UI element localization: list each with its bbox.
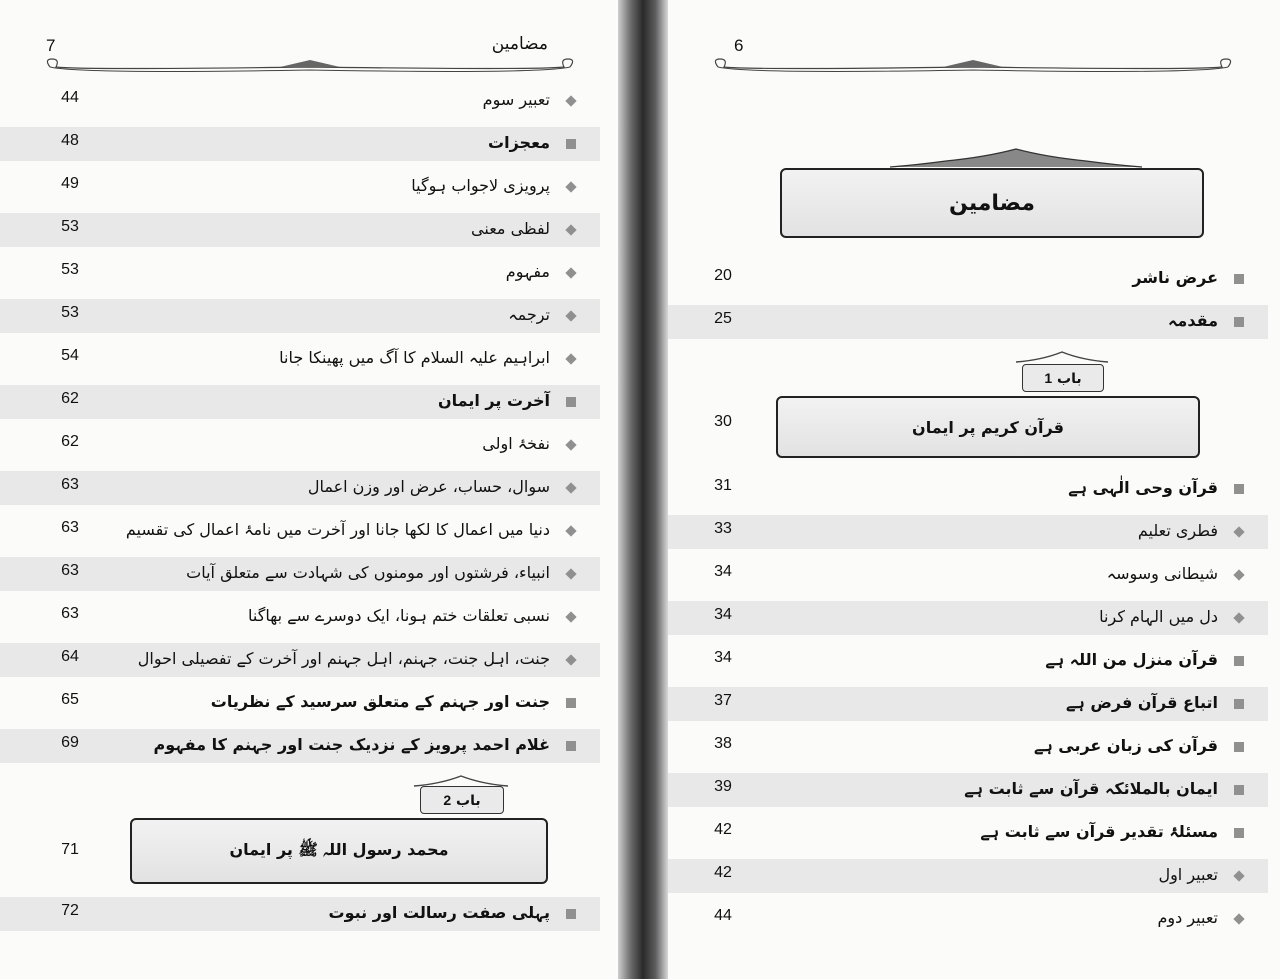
chapter-label: باب bbox=[1057, 371, 1082, 387]
toc-row bbox=[668, 262, 1268, 296]
diamond-bullet-icon bbox=[1233, 526, 1244, 537]
toc-row bbox=[0, 471, 600, 505]
diamond-bullet-icon bbox=[565, 525, 576, 536]
toc-row bbox=[668, 816, 1268, 850]
diamond-bullet-icon bbox=[565, 353, 576, 364]
toc-entry-text: انبیاء، فرشتوں اور مومنوں کی شہادت سے متعلق آیات bbox=[186, 563, 550, 582]
toc-page-number: 53 bbox=[61, 304, 79, 321]
toc-entry-text: مقدمہ bbox=[1168, 311, 1218, 330]
toc-page-number: 62 bbox=[61, 433, 79, 450]
page-number: 7 bbox=[46, 36, 56, 55]
toc-page-number: 34 bbox=[714, 649, 732, 666]
toc-page-number: 25 bbox=[714, 310, 732, 327]
diamond-bullet-icon bbox=[1233, 569, 1244, 580]
header-ornament bbox=[708, 56, 1238, 78]
toc-row bbox=[0, 600, 600, 634]
toc-entry-text: پہلی صفت رسالت اور نبوت bbox=[328, 903, 550, 922]
toc-row bbox=[0, 170, 600, 204]
toc-entry-text: غلام احمد پرویز کے نزدیک جنت اور جہنم کا مفہوم bbox=[153, 735, 550, 754]
toc-page-number: 69 bbox=[61, 734, 79, 751]
toc-row bbox=[0, 514, 600, 548]
diamond-bullet-icon bbox=[565, 482, 576, 493]
toc-page-number: 33 bbox=[714, 520, 732, 537]
diamond-bullet-icon bbox=[565, 181, 576, 192]
toc-entry-text: عرض ناشر bbox=[1132, 268, 1218, 287]
chapter-tab-ornament bbox=[1012, 350, 1112, 364]
chapter-tab-ornament bbox=[410, 774, 512, 788]
toc-entry-text: ابراہیم علیہ السلام کا آگ میں پھینکا جانا bbox=[279, 348, 550, 367]
contents-title-box bbox=[780, 168, 1204, 238]
toc-page-number: 54 bbox=[61, 347, 79, 364]
chapter-page-number: 30 bbox=[714, 413, 732, 430]
square-bullet-icon bbox=[1234, 742, 1244, 752]
toc-entry-text: نفخۂ اولی bbox=[482, 434, 550, 453]
toc-row bbox=[668, 773, 1268, 807]
toc-entry-text: سوال، حساب، عرض اور وزن اعمال bbox=[307, 477, 550, 496]
chapter-label-tab bbox=[1022, 364, 1104, 392]
square-bullet-icon bbox=[566, 139, 576, 149]
square-bullet-icon bbox=[566, 397, 576, 407]
toc-entry-text: جنت اور جہنم کے متعلق سرسید کے نظریات bbox=[210, 692, 550, 711]
toc-row bbox=[0, 127, 600, 161]
chapter-number: 1 bbox=[1044, 370, 1053, 386]
toc-row bbox=[668, 515, 1268, 549]
square-bullet-icon bbox=[566, 698, 576, 708]
chapter-title: قرآن کریم پر ایمان bbox=[912, 417, 1064, 437]
diamond-bullet-icon bbox=[565, 95, 576, 106]
diamond-bullet-icon bbox=[565, 439, 576, 450]
toc-row bbox=[0, 256, 600, 290]
diamond-bullet-icon bbox=[565, 267, 576, 278]
toc-page-number: 31 bbox=[714, 477, 732, 494]
toc-entry-text: قرآن منزل من اللہ ہے bbox=[1045, 650, 1218, 669]
header-ornament bbox=[40, 56, 580, 78]
contents-title: مضامین bbox=[949, 190, 1035, 216]
chapter-label: باب bbox=[456, 793, 481, 809]
chapter-number: 2 bbox=[443, 792, 452, 808]
toc-row bbox=[668, 902, 1268, 936]
toc-page-number: 20 bbox=[714, 267, 732, 284]
toc-page-number: 53 bbox=[61, 218, 79, 235]
toc-page-number: 53 bbox=[61, 261, 79, 278]
toc-entry-text: ترجمہ bbox=[508, 305, 550, 324]
toc-entry-text: فطری تعلیم bbox=[1137, 521, 1218, 540]
toc-entry-text: معجزات bbox=[488, 133, 550, 152]
toc-row bbox=[668, 644, 1268, 678]
square-bullet-icon bbox=[566, 741, 576, 751]
toc-entry-text: لفظی معنی bbox=[471, 219, 550, 238]
toc-page-number: 48 bbox=[61, 132, 79, 149]
chapter-page-number: 71 bbox=[61, 841, 79, 858]
toc-page-number: 63 bbox=[61, 519, 79, 536]
chapter-page-row bbox=[668, 408, 1280, 442]
book-gutter bbox=[618, 0, 668, 979]
square-bullet-icon bbox=[1234, 317, 1244, 327]
toc-row bbox=[668, 730, 1268, 764]
toc-page-number: 38 bbox=[714, 735, 732, 752]
toc-page-number: 37 bbox=[714, 692, 732, 709]
square-bullet-icon bbox=[1234, 785, 1244, 795]
right-page bbox=[668, 0, 1280, 979]
toc-entry-text: تعبیر دوم bbox=[1157, 908, 1218, 927]
toc-row bbox=[0, 84, 600, 118]
toc-page-number: 42 bbox=[714, 821, 732, 838]
chapter-page-row bbox=[0, 836, 618, 870]
toc-page-number: 49 bbox=[61, 175, 79, 192]
diamond-bullet-icon bbox=[565, 310, 576, 321]
diamond-bullet-icon bbox=[565, 224, 576, 235]
toc-page-number: 44 bbox=[714, 907, 732, 924]
left-page bbox=[0, 0, 618, 979]
toc-page-number: 62 bbox=[61, 390, 79, 407]
toc-row bbox=[0, 342, 600, 376]
toc-page-number: 44 bbox=[61, 89, 79, 106]
square-bullet-icon bbox=[1234, 699, 1244, 709]
diamond-bullet-icon bbox=[565, 568, 576, 579]
toc-entry-text: دل میں الہام کرنا bbox=[1099, 607, 1218, 626]
toc-row bbox=[0, 897, 600, 931]
toc-entry-text: شیطانی وسوسہ bbox=[1106, 564, 1218, 583]
toc-row bbox=[0, 299, 600, 333]
toc-entry-text: ایمان بالملائکہ قرآن سے ثابت ہے bbox=[964, 779, 1218, 798]
toc-page-number: 65 bbox=[61, 691, 79, 708]
toc-page-number: 63 bbox=[61, 605, 79, 622]
toc-page-number: 34 bbox=[714, 606, 732, 623]
running-header: مضامین bbox=[491, 34, 548, 54]
toc-row bbox=[668, 859, 1268, 893]
toc-entry-text: قرآن وحی الٰہی ہے bbox=[1068, 478, 1218, 497]
toc-row bbox=[668, 687, 1268, 721]
square-bullet-icon bbox=[1234, 828, 1244, 838]
toc-row bbox=[0, 686, 600, 720]
toc-row bbox=[0, 643, 600, 677]
toc-entry-text: مسئلۂ تقدیر قرآن سے ثابت ہے bbox=[980, 822, 1218, 841]
diamond-bullet-icon bbox=[1233, 870, 1244, 881]
diamond-bullet-icon bbox=[565, 654, 576, 665]
page-number: 6 bbox=[734, 36, 744, 55]
toc-page-number: 39 bbox=[714, 778, 732, 795]
toc-entry-text: تعبیر سوم bbox=[482, 90, 550, 109]
toc-entry-text: دنیا میں اعمال کا لکھا جانا اور آخرت میں نامۂ اعمال کی تقسیم bbox=[125, 520, 550, 539]
toc-row bbox=[668, 472, 1268, 506]
square-bullet-icon bbox=[566, 909, 576, 919]
toc-entry-text: تعبیر اول bbox=[1158, 865, 1218, 884]
toc-page-number: 42 bbox=[714, 864, 732, 881]
toc-page-number: 63 bbox=[61, 476, 79, 493]
toc-row bbox=[668, 558, 1268, 592]
toc-row bbox=[0, 729, 600, 763]
toc-page-number: 34 bbox=[714, 563, 732, 580]
toc-entry-text: اتباع قرآن فرض ہے bbox=[1066, 693, 1218, 712]
diamond-bullet-icon bbox=[565, 611, 576, 622]
square-bullet-icon bbox=[1234, 274, 1244, 284]
toc-row bbox=[0, 557, 600, 591]
toc-entry-text: مفہوم bbox=[505, 262, 550, 281]
diamond-bullet-icon bbox=[1233, 913, 1244, 924]
toc-entry-text: قرآن کی زبان عربی ہے bbox=[1033, 736, 1218, 755]
toc-row bbox=[668, 305, 1268, 339]
toc-row bbox=[0, 385, 600, 419]
toc-entry-text: پرویزی لاجواب ہوگیا bbox=[411, 176, 550, 195]
diamond-bullet-icon bbox=[1233, 612, 1244, 623]
chapter-label-tab bbox=[420, 786, 504, 814]
toc-entry-text: جنت، اہل جنت، جہنم، اہل جہنم اور آخرت کے تفصیلی احوال bbox=[137, 649, 550, 668]
toc-row bbox=[0, 428, 600, 462]
toc-page-number: 72 bbox=[61, 902, 79, 919]
toc-row bbox=[0, 213, 600, 247]
square-bullet-icon bbox=[1234, 484, 1244, 494]
toc-page-number: 63 bbox=[61, 562, 79, 579]
toc-page-number: 64 bbox=[61, 648, 79, 665]
square-bullet-icon bbox=[1234, 656, 1244, 666]
chapter-title: محمد رسول اللہ ﷺ پر ایمان bbox=[229, 839, 449, 859]
toc-row bbox=[668, 601, 1268, 635]
toc-entry-text: نسبی تعلقات ختم ہونا، ایک دوسرے سے بھاگنا bbox=[248, 606, 550, 625]
toc-entry-text: آخرت پر ایمان bbox=[437, 391, 550, 410]
